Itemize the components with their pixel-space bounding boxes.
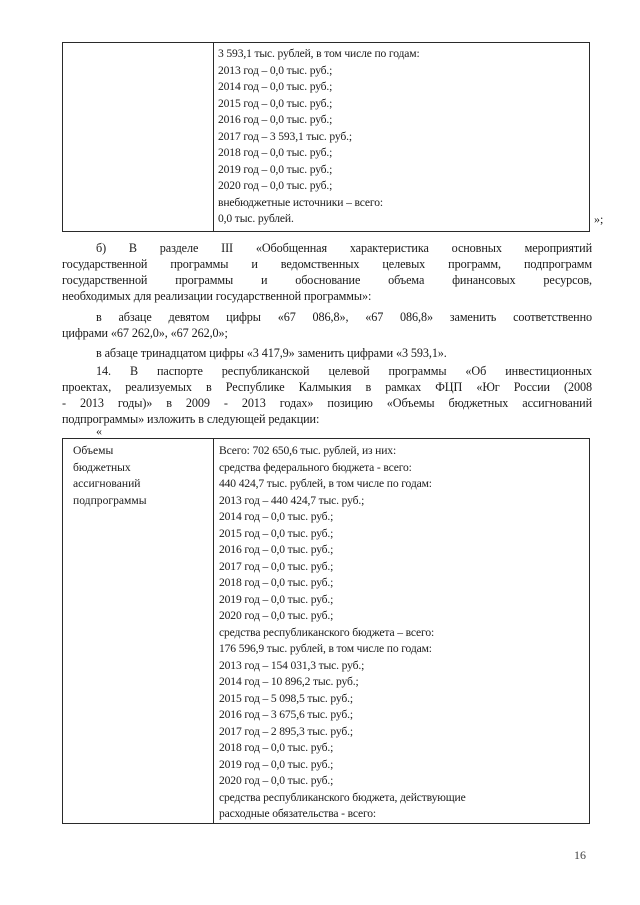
top-table-line: 2015 год – 0,0 тыс. руб.;: [218, 96, 333, 110]
budget-line: 2019 год – 0,0 тыс. руб.;: [219, 757, 334, 771]
label-line: бюджетных: [73, 460, 131, 474]
paragraph-line: в абзаце девятом цифры «67 086,8», «67 086,8» заменить соответственно: [96, 310, 592, 324]
top-table-line: 2013 год – 0,0 тыс. руб.;: [218, 63, 333, 77]
budget-line: расходные обязательства - всего:: [219, 807, 377, 820]
budget-line: 2020 год – 0,0 тыс. руб.;: [219, 609, 334, 622]
budget-line: средства республиканского бюджета, действующие: [219, 790, 466, 804]
budget-line: Всего: 702 650,6 тыс. рублей, из них:: [219, 444, 397, 457]
budget-line: 2018 год – 0,0 тыс. руб.;: [219, 741, 334, 754]
budget-line: 176 596,9 тыс. рублей, в том числе по годам:: [219, 642, 432, 655]
top-table-line: внебюджетные источники – всего:: [218, 195, 383, 209]
top-table-line: 2017 год – 3 593,1 тыс. руб.;: [218, 129, 352, 143]
budget-line: 2015 год – 0,0 тыс. руб.;: [219, 526, 334, 540]
budget-allocation-table: [62, 438, 590, 824]
paragraph-line: проектах, реализуемых в Республике Калмыкия в рамках ФЦП «Юг России (2008: [62, 380, 592, 394]
paragraph-line: государственной программы и ведомственных целевых программ, подпрограмм: [62, 257, 592, 271]
top-table-line: 2018 год – 0,0 тыс. руб.;: [218, 146, 333, 159]
page-number: 16: [574, 848, 586, 862]
budget-line: 2017 год – 2 895,3 тыс. руб.;: [219, 724, 353, 738]
budget-line: 2020 год – 0,0 тыс. руб.;: [219, 774, 334, 787]
top-table-line: 2014 год – 0,0 тыс. руб.;: [218, 80, 333, 93]
paragraph-line: подпрограммы» изложить в следующей редакции:: [62, 412, 320, 426]
label-line: ассигнований: [73, 477, 141, 490]
budget-line: 2016 год – 3 675,6 тыс. руб.;: [219, 708, 353, 721]
budget-line: средства республиканского бюджета – всего:: [219, 625, 435, 639]
top-table-label-cell: [63, 43, 214, 232]
budget-line: 2014 год – 10 896,2 тыс. руб.;: [219, 675, 359, 688]
paragraph-line: цифрами «67 262,0», «67 262,0»;: [62, 326, 228, 340]
budget-value-cell: [214, 439, 590, 824]
budget-line: 2015 год – 5 098,5 тыс. руб.;: [219, 691, 353, 705]
budget-line: 2014 год – 0,0 тыс. руб.;: [219, 510, 334, 523]
budget-line: 440 424,7 тыс. рублей, в том числе по годам:: [219, 477, 432, 490]
top-table-line: 3 593,1 тыс. рублей, в том числе по годам:: [218, 47, 420, 60]
budget-line: 2013 год – 440 424,7 тыс. руб.;: [219, 493, 365, 507]
label-line: Объемы: [73, 444, 114, 457]
paragraph-line: необходимых для реализации государственной программы»:: [62, 289, 372, 303]
paragraph-line: б) В разделе III «Обобщенная характеристика основных мероприятий: [96, 241, 592, 255]
budget-label-cell: [63, 439, 214, 824]
paragraph-line: государственной программы и обоснование объема финансовых ресурсов,: [62, 273, 592, 287]
budget-line: 2013 год – 154 031,3 тыс. руб.;: [219, 658, 365, 672]
top-table-line: 2020 год – 0,0 тыс. руб.;: [218, 179, 333, 192]
closing-quote-mark: »;: [594, 212, 604, 226]
paragraph-line: в абзаце тринадцатом цифры «3 417,9» заменить цифрами «3 593,1».: [96, 346, 447, 360]
budget-line: 2017 год – 0,0 тыс. руб.;: [219, 559, 334, 573]
paragraph-line: 14. В паспорте республиканской целевой программы «Об инвестиционных: [96, 364, 592, 378]
top-funding-table: [62, 42, 590, 232]
budget-line: 2016 год – 0,0 тыс. руб.;: [219, 543, 334, 556]
budget-line: средства федерального бюджета - всего:: [219, 460, 412, 474]
top-table-line: 2019 год – 0,0 тыс. руб.;: [218, 162, 333, 176]
opening-quote-mark: «: [96, 424, 102, 438]
budget-line: 2019 год – 0,0 тыс. руб.;: [219, 592, 334, 606]
paragraph-line: - 2013 годы)» в 2009 - 2013 годах» позицию «Объемы бюджетных ассигнований: [62, 396, 592, 410]
label-line: подпрограммы: [73, 493, 147, 507]
budget-line: 2018 год – 0,0 тыс. руб.;: [219, 576, 334, 589]
top-table-line: 0,0 тыс. рублей.: [218, 212, 294, 225]
top-table-line: 2016 год – 0,0 тыс. руб.;: [218, 113, 333, 126]
top-table-value-cell: [214, 43, 590, 232]
